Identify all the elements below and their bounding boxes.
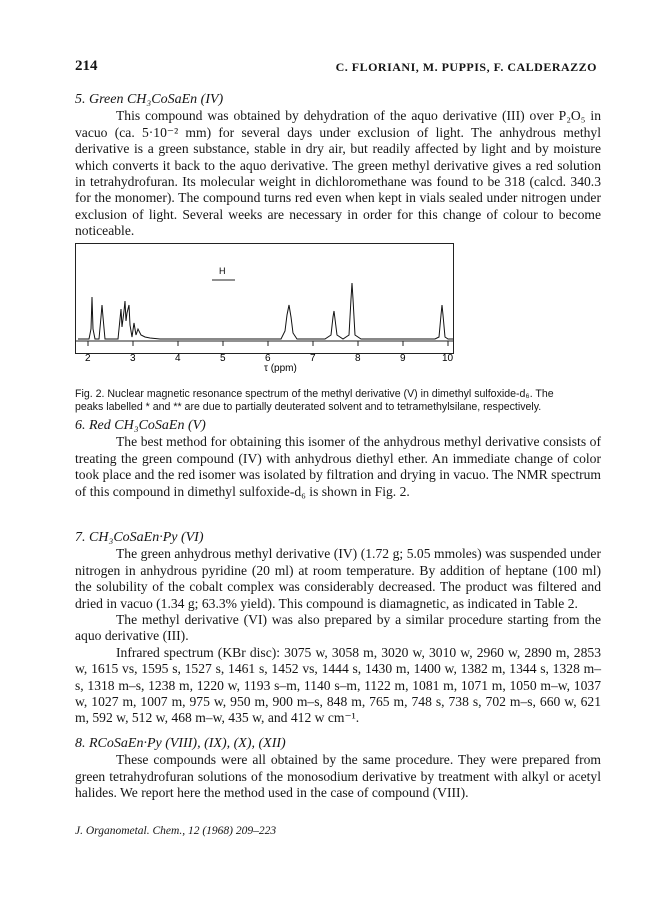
- section-6-heading: 6. Red CH₃CoSaEn (V): [75, 418, 206, 433]
- caption-line-1: Fig. 2. Nuclear magnetic resonance spectrum of the methyl derivative (V) in dimethyl sulfoxide-d₆. The: [75, 388, 554, 400]
- section-5-heading: 5. Green CH₃CoSaEn (IV): [75, 92, 224, 107]
- tick-7: 7: [310, 353, 316, 364]
- x-axis-ticks: [88, 341, 448, 346]
- section-7-paragraph-2: The methyl derivative (VI) was also prepared by a similar procedure starting from the aquo derivative (III).: [75, 612, 601, 644]
- section-7-paragraph-1: The green anhydrous methyl derivative (IV) (1.72 g; 5.05 mmoles) was suspended under nitrogen in anhydrous pyridine (20 ml) at room temperature. By addition of heptane (100 ml) the solubility of the cobalt complex was considerably decreased. The product was filtered and dried in vacuo (1.34 g; 63.3% yield). This compound is diamagnetic, as indicated in Table 2.: [75, 546, 601, 611]
- section-7-infrared: Infrared spectrum (KBr disc): 3075 w, 3058 m, 3020 w, 3010 w, 2960 w, 2890 m, 2853 w, 1615 vs, 1595 s, 1527 s, 1461 s, 1452 vs, 1444 s, 1430 m, 1400 w, 1382 m, 1344 s, 1328 m–s, 1318 m–s, 1238 m, 1220 w, 1193 s–m, 1140 s–m, 1122 m, 1081 m, 1071 m, 1050 m–w, 1037 w, 1027 m, 1007 m, 975 w, 950 m, 900 m–s, 848 m, 765 m, 748 s, 738 s, 702 m–s, 660 w, 621 m, 592 w, 512 w, 468 m–w, 435 w, and 412 w cm⁻¹.: [75, 644, 601, 726]
- nmr-spectrum: [75, 243, 601, 385]
- tick-8: 8: [355, 353, 361, 364]
- x-axis-label: τ (ppm): [264, 363, 297, 374]
- section-8-paragraph: These compounds were all obtained by the same procedure. They were prepared from green tetrahydrofuran solutions of the monosodium derivative by treatment with alkyl or acetyl halides. We report here the method used in the case of compound (VIII).: [75, 752, 601, 801]
- section-5: [75, 92, 601, 240]
- section-5-paragraph: This compound was obtained by dehydration of the aquo derivative (III) over P₂O₅ in vacuo (ca. 5·10⁻² mm) for several days under exclusion of light. The anhydrous methyl derivative is a green substance, stable in dry air, but readily affected by light and by moisture which converts it back to the aquo derivative. The green methyl derivative gives a red solution in tetrahydrofuran. Its molecular weight in dichloromethane was found to be 318 (calcd. 340.3 for the monomer). The compound turns red even when kept in vials sealed under nitrogen under exclusion of light. Several weeks are necessary in order for this change of colour to become noticeable.: [75, 108, 601, 239]
- nmr-trace: [78, 283, 453, 339]
- peak-label-h: H: [219, 266, 226, 276]
- page-header: [75, 58, 597, 78]
- section-8: [75, 736, 601, 802]
- running-authors: C. FLORIANI, M. PUPPIS, F. CALDERAZZO: [335, 60, 597, 74]
- tick-4: 4: [175, 353, 181, 364]
- section-6-paragraph: The best method for obtaining this isomer of the anhydrous methyl derivative consists of treating the green compound (IV) with anhydrous diethyl ether. An immediate change of color took place and the red isomer was isolated by filtration and drying in vacuo. The NMR spectrum of this compound in dimethyl sulfoxide-d₆ is shown in Fig. 2.: [75, 434, 601, 499]
- journal-citation: J. Organometal. Chem., 12 (1968) 209–223: [75, 825, 277, 837]
- section-8-heading: 8. RCoSaEn·Py (VIII), (IX), (X), (XII): [75, 736, 286, 751]
- page-number: 214: [75, 58, 98, 74]
- tick-2: 2: [85, 353, 91, 364]
- caption-line-2: peaks labelled * and ** are due to partially deuterated solvent and to tetramethylsilane, respectively.: [75, 400, 542, 413]
- section-7-heading: 7. CH₃CoSaEn·Py (VI): [75, 530, 204, 545]
- tick-5: 5: [220, 353, 226, 364]
- section-7: [75, 530, 601, 727]
- tick-10: 10: [442, 353, 454, 364]
- nmr-figure: [75, 243, 601, 385]
- tick-3: 3: [130, 353, 136, 364]
- section-6: [75, 418, 601, 500]
- tick-6: 6: [265, 353, 271, 364]
- figure-caption: [75, 388, 601, 413]
- tick-9: 9: [400, 353, 406, 364]
